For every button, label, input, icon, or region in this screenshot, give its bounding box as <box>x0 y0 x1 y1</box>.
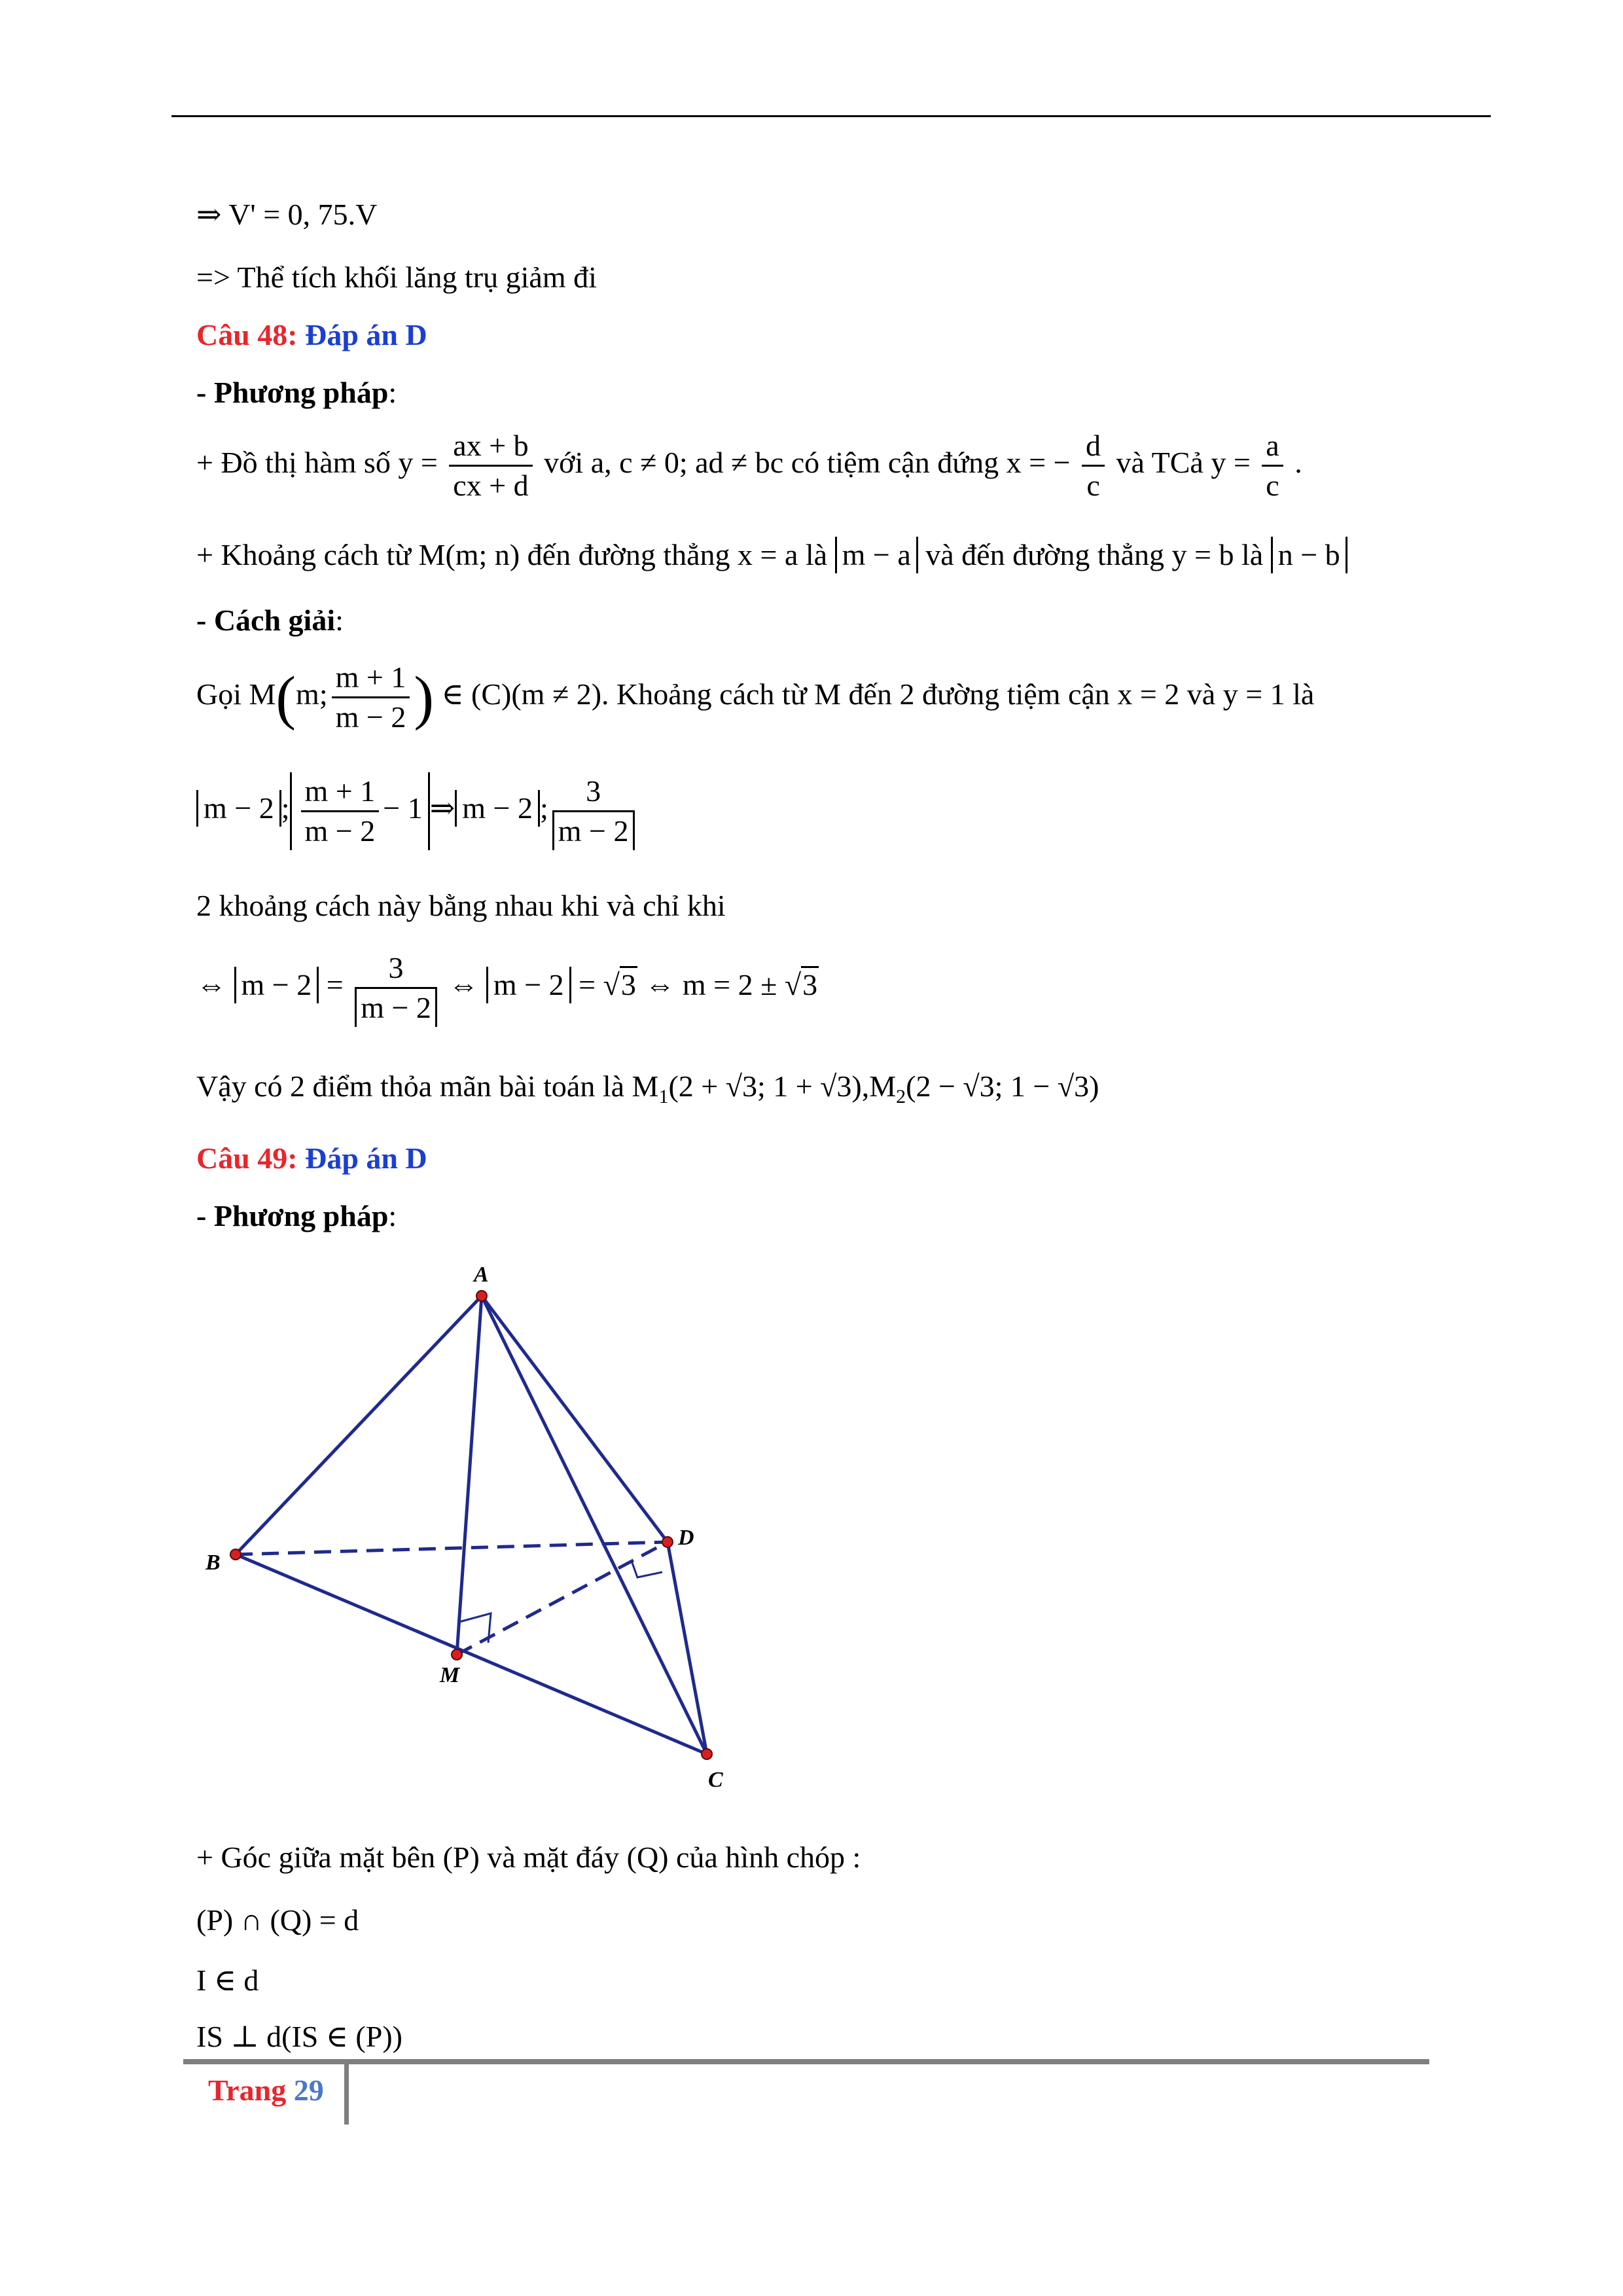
fraction-ax-b <box>449 427 532 505</box>
label-b: B <box>205 1551 221 1575</box>
equation-v-prime: ⇒ V' = 0, 75.V <box>196 198 378 231</box>
sol1-y1: y = 1 <box>1222 677 1285 711</box>
edge-bc <box>236 1554 707 1754</box>
solution-line-4 <box>196 949 819 1027</box>
rule1-prefix: + Đồ thị hàm số <box>196 446 391 480</box>
edge-ac <box>482 1296 707 1754</box>
rule1-end: . <box>1294 446 1302 480</box>
point-m <box>452 1649 462 1660</box>
sqrt-symbol: √3 <box>603 967 637 1003</box>
pyramid-figure <box>196 1257 785 1800</box>
edge-ab <box>236 1296 482 1554</box>
fraction-a-c <box>1262 427 1283 505</box>
rule-asymptote <box>196 427 1302 505</box>
sol5-sub1: 1 <box>658 1086 669 1108</box>
sol2-abs2: m − 2 <box>455 790 540 827</box>
angle-definition: + Góc giữa mặt bên (P) và mặt đáy (Q) của hình chóp : <box>196 1840 861 1874</box>
sqrt-radicand: 3 <box>620 966 637 1001</box>
fraction-num: 3 <box>552 772 635 812</box>
method-label: - Phương pháp <box>196 1199 389 1232</box>
sol2-abs1: m − 2 <box>196 790 281 827</box>
volume-conclusion: => Thể tích khối lăng trụ giảm đi <box>196 260 597 294</box>
rule2-point: M(m; n) <box>418 538 520 571</box>
sol4-iff3: ⇔ m = 2 ± <box>645 968 777 1002</box>
rule1-and: và TCả <box>1116 446 1204 480</box>
rule1-y-eq: y = <box>398 446 438 480</box>
page-number <box>208 2072 324 2109</box>
sol1-rest: . Khoảng cách từ M đến 2 đường tiệm cận <box>601 677 1110 711</box>
fraction-num: ax + b <box>449 427 532 467</box>
rule2-text3: và đến đường thẳng <box>925 538 1165 571</box>
equation-pq: (P) ∩ (Q) = d <box>196 1903 359 1937</box>
label-m: M <box>440 1663 460 1687</box>
sol1-m-open: m; <box>296 677 328 711</box>
sol1-la: là <box>1293 677 1315 711</box>
rule1-mid: có tiệm cận đứng <box>791 446 999 480</box>
fraction-m1-m2 <box>301 772 380 850</box>
fraction-den: c <box>1086 469 1100 502</box>
question-48-heading <box>196 317 427 353</box>
equation-id: I ∈ d <box>196 1964 259 1997</box>
question-49-answer: Đáp án D <box>305 1141 427 1175</box>
solution-line-5 <box>196 1068 1099 1115</box>
sol5-comma: , <box>861 1069 870 1103</box>
paren-close: ) <box>414 664 434 731</box>
method-label: - Phương pháp <box>196 376 389 409</box>
footer-divider <box>344 2064 349 2125</box>
label-d: D <box>678 1526 694 1550</box>
sol2-minus1: − 1 <box>383 791 423 825</box>
fraction-d-c <box>1082 427 1105 505</box>
sol5-point1: (2 + √3; 1 + √3) <box>668 1069 862 1103</box>
fraction-num: m + 1 <box>332 658 410 698</box>
sol4-iff: ⇔ <box>196 968 226 1002</box>
solution-label: - Cách giải <box>196 603 336 637</box>
solution-colon: : <box>335 603 344 637</box>
point-c <box>702 1749 712 1759</box>
sqrt-symbol: √3 <box>785 967 819 1003</box>
question-49-heading <box>196 1140 427 1177</box>
rule2-abs2: n − b <box>1271 537 1347 573</box>
question-48-label: Câu 48: <box>196 318 298 351</box>
fraction-num: m + 1 <box>301 772 380 812</box>
rule2-eq1: x = a <box>738 538 798 571</box>
question-49-label: Câu 49: <box>196 1141 298 1175</box>
sol4-eq: = <box>326 968 344 1002</box>
fraction-den: m − 2 <box>335 700 406 734</box>
method-heading-49 <box>196 1198 397 1234</box>
point-d <box>662 1537 673 1547</box>
fraction-den: m − 2 <box>355 989 437 1027</box>
sol1-in-c: ∈ (C)(m ≠ 2) <box>441 677 602 711</box>
solution-line-3: 2 khoảng cách này bằng nhau khi và chỉ khi <box>196 889 726 922</box>
rule2-text1: + Khoảng cách từ <box>196 538 412 571</box>
footer-rule <box>183 2059 1429 2064</box>
fraction-m1-m2 <box>332 658 410 736</box>
question-48-answer: Đáp án D <box>305 318 427 351</box>
method-colon: : <box>388 376 397 409</box>
edge-bd-dashed <box>236 1542 668 1554</box>
rule2-text2: đến đường thẳng <box>527 538 730 571</box>
sol1-x2: x = 2 <box>1117 677 1180 711</box>
sol2-abs-frac <box>290 772 430 850</box>
label-c: C <box>708 1768 723 1792</box>
label-a: A <box>474 1263 489 1287</box>
rule1-x-eq: x = − <box>1006 446 1071 480</box>
point-b <box>230 1549 241 1560</box>
page-value: 29 <box>293 2073 324 2107</box>
sol1-goi: Gọi <box>196 677 241 711</box>
solution-heading-48 <box>196 602 344 639</box>
page-label: Trang <box>208 2073 287 2107</box>
sol4-abs1: m − 2 <box>234 967 319 1003</box>
header-rule <box>171 115 1491 117</box>
sol4-abs2: m − 2 <box>486 967 571 1003</box>
solution-line-1 <box>196 658 1314 736</box>
rule2-la1: là <box>805 538 828 571</box>
sol5-m1: M <box>632 1069 659 1103</box>
method-colon: : <box>388 1199 397 1232</box>
sqrt-radicand: 3 <box>801 966 819 1001</box>
sol1-m-label: M <box>249 677 276 711</box>
sol5-m2: M <box>869 1069 897 1103</box>
equation-is: IS ⊥ d(IS ∈ (P)) <box>196 2020 402 2053</box>
fraction-den: c <box>1266 469 1279 502</box>
rule2-eq2: y = b <box>1171 538 1234 571</box>
edge-dc <box>668 1542 707 1754</box>
rule2-la2: là <box>1241 538 1264 571</box>
fraction-den: m − 2 <box>552 812 635 850</box>
fraction-3-abs <box>355 949 437 1027</box>
sol4-iff2: ⇔ <box>448 968 479 1002</box>
sol2-sep: ; <box>281 791 290 825</box>
rule-distance <box>196 537 1347 573</box>
rule2-abs1: m − a <box>835 537 918 573</box>
sol2-implies: ⇒ <box>429 791 455 825</box>
sol4-eq-sqrt: = <box>579 968 596 1002</box>
sol5-sub2: 2 <box>896 1086 906 1108</box>
fraction-num: d <box>1082 427 1105 467</box>
fraction-3-abs <box>552 772 635 850</box>
fraction-den: m − 2 <box>304 814 376 848</box>
rule1-y-eq2: y = <box>1211 446 1251 480</box>
fraction-num: 3 <box>355 949 437 989</box>
sol1-va: và <box>1186 677 1216 711</box>
fraction-den: cx + d <box>453 469 529 502</box>
edge-ad <box>482 1296 668 1542</box>
solution-line-2 <box>196 772 639 850</box>
method-heading-48 <box>196 374 397 411</box>
point-a <box>476 1291 487 1301</box>
sol2-sep2: ; <box>539 791 548 825</box>
paren-open: ( <box>276 664 296 731</box>
right-angle-mark-d <box>632 1561 662 1577</box>
rule1-condition: với a, c ≠ 0; ad ≠ bc <box>544 446 784 480</box>
fraction-num: a <box>1262 427 1283 467</box>
sol5-point2: (2 − √3; 1 − √3) <box>906 1069 1099 1103</box>
edge-am <box>457 1296 482 1655</box>
sol5-text: Vậy có 2 điểm thỏa mãn bài toán là <box>196 1069 625 1103</box>
